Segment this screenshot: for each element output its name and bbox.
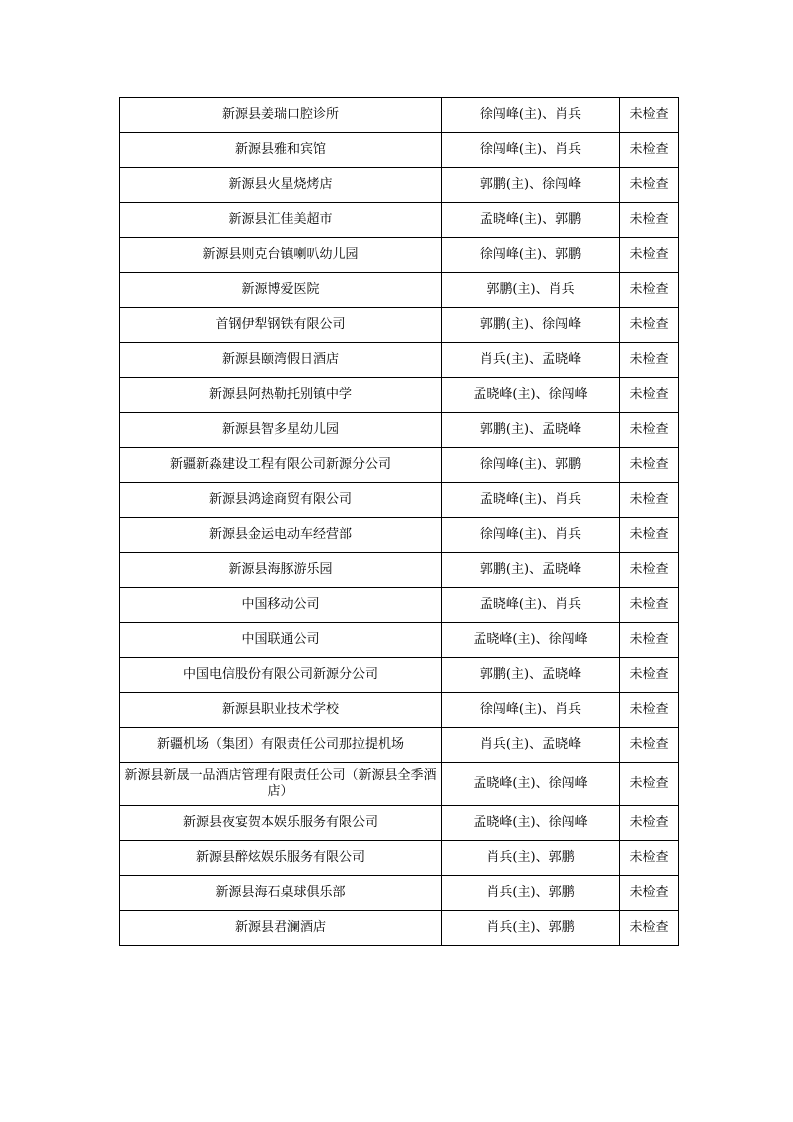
unit-name: 新源县海石桌球俱乐部 [120,876,442,911]
table-row [120,203,679,238]
unit-name: 新源县姜瑞口腔诊所 [120,98,442,133]
unit-name: 中国电信股份有限公司新源分公司 [120,658,442,693]
unit-name: 新源县鸿途商贸有限公司 [120,483,442,518]
inspectors: 徐闯峰(主)、肖兵 [442,518,620,553]
inspectors: 徐闯峰(主)、肖兵 [442,133,620,168]
unit-name: 中国移动公司 [120,588,442,623]
table-row [120,448,679,483]
unit-name: 新源县则克台镇喇叭幼儿园 [120,238,442,273]
table-row [120,483,679,518]
unit-name: 新源县火星烧烤店 [120,168,442,203]
status: 未检查 [620,483,679,518]
unit-name: 新源县海豚游乐园 [120,553,442,588]
inspectors: 肖兵(主)、孟晓峰 [442,343,620,378]
status: 未检查 [620,518,679,553]
unit-name: 中国联通公司 [120,623,442,658]
inspectors: 肖兵(主)、郭鹏 [442,911,620,946]
status: 未检查 [620,238,679,273]
unit-name: 新源县夜宴贺本娱乐服务有限公司 [120,806,442,841]
unit-name: 新源县君澜酒店 [120,911,442,946]
table-row [120,378,679,413]
inspectors: 肖兵(主)、郭鹏 [442,841,620,876]
status: 未检查 [620,98,679,133]
table-row [120,841,679,876]
inspectors: 郭鹏(主)、徐闯峰 [442,168,620,203]
inspectors: 郭鹏(主)、孟晓峰 [442,413,620,448]
inspectors: 孟晓峰(主)、徐闯峰 [442,763,620,806]
unit-name: 新源县新晟一品酒店管理有限责任公司（新源县全季酒店） [120,763,442,806]
unit-name: 新源县醉炫娱乐服务有限公司 [120,841,442,876]
table-row [120,658,679,693]
status: 未检查 [620,203,679,238]
status: 未检查 [620,658,679,693]
status: 未检查 [620,911,679,946]
status: 未检查 [620,308,679,343]
inspection-table [119,97,679,946]
inspectors: 肖兵(主)、郭鹏 [442,876,620,911]
table-row [120,693,679,728]
status: 未检查 [620,133,679,168]
inspectors: 孟晓峰(主)、肖兵 [442,588,620,623]
unit-name: 新源县颐湾假日酒店 [120,343,442,378]
table-row [120,911,679,946]
inspectors: 孟晓峰(主)、徐闯峰 [442,623,620,658]
status: 未检查 [620,806,679,841]
status: 未检查 [620,343,679,378]
table-row [120,518,679,553]
inspectors: 孟晓峰(主)、徐闯峰 [442,378,620,413]
table-row [120,238,679,273]
unit-name: 首钢伊犁钢铁有限公司 [120,308,442,343]
unit-name: 新疆新淼建设工程有限公司新源分公司 [120,448,442,483]
unit-name: 新源县职业技术学校 [120,693,442,728]
table-row [120,273,679,308]
table-row [120,876,679,911]
inspectors: 郭鹏(主)、肖兵 [442,273,620,308]
table-row [120,588,679,623]
table-row [120,553,679,588]
table-row [120,728,679,763]
unit-name: 新源县智多星幼儿园 [120,413,442,448]
status: 未检查 [620,841,679,876]
unit-name: 新源博爱医院 [120,273,442,308]
status: 未检查 [620,273,679,308]
status: 未检查 [620,763,679,806]
status: 未检查 [620,876,679,911]
status: 未检查 [620,693,679,728]
inspectors: 徐闯峰(主)、肖兵 [442,98,620,133]
inspectors: 徐闯峰(主)、肖兵 [442,693,620,728]
table-row [120,413,679,448]
inspectors: 郭鹏(主)、徐闯峰 [442,308,620,343]
inspectors: 孟晓峰(主)、徐闯峰 [442,806,620,841]
table-row [120,806,679,841]
table-row [120,308,679,343]
inspectors: 徐闯峰(主)、郭鹏 [442,238,620,273]
inspectors: 徐闯峰(主)、郭鹏 [442,448,620,483]
table-row [120,168,679,203]
inspectors: 郭鹏(主)、孟晓峰 [442,553,620,588]
status: 未检查 [620,168,679,203]
unit-name: 新源县汇佳美超市 [120,203,442,238]
inspectors: 肖兵(主)、孟晓峰 [442,728,620,763]
unit-name: 新源县雅和宾馆 [120,133,442,168]
table-row [120,343,679,378]
inspectors: 孟晓峰(主)、郭鹏 [442,203,620,238]
unit-name: 新源县阿热勒托别镇中学 [120,378,442,413]
status: 未检查 [620,448,679,483]
status: 未检查 [620,553,679,588]
inspectors: 孟晓峰(主)、肖兵 [442,483,620,518]
table-row [120,763,679,806]
unit-name: 新源县金运电动车经营部 [120,518,442,553]
inspectors: 郭鹏(主)、孟晓峰 [442,658,620,693]
status: 未检查 [620,378,679,413]
status: 未检查 [620,623,679,658]
table-row [120,133,679,168]
status: 未检查 [620,413,679,448]
table-row [120,98,679,133]
table-row [120,623,679,658]
status: 未检查 [620,588,679,623]
unit-name: 新疆机场（集团）有限责任公司那拉提机场 [120,728,442,763]
status: 未检查 [620,728,679,763]
